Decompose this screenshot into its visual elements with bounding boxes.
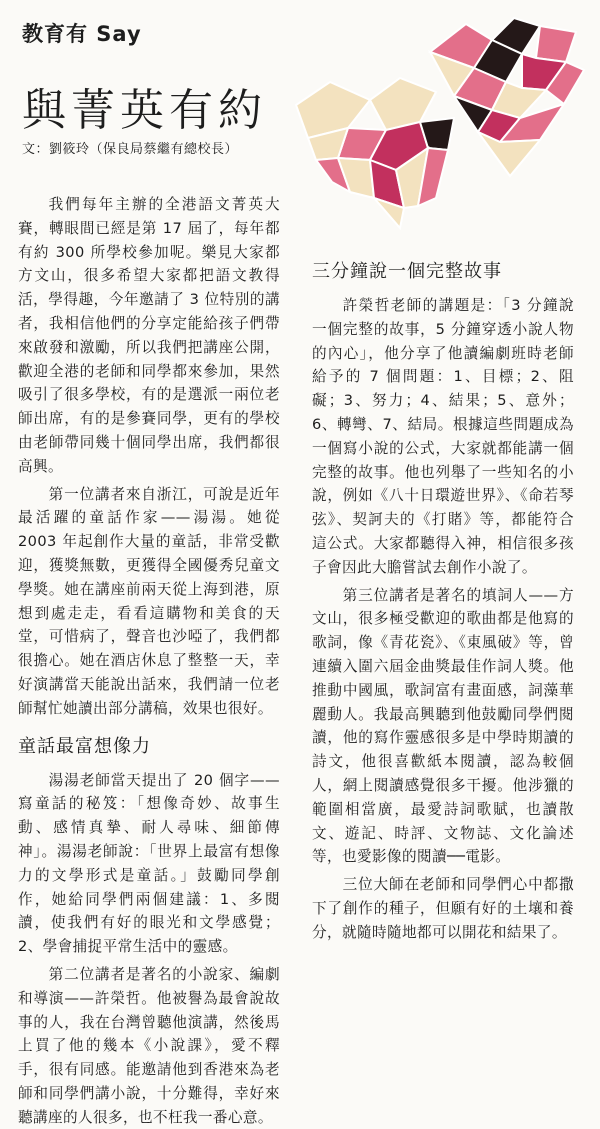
byline: 文：劉筱玲（保良局蔡繼有總校長） xyxy=(22,142,239,157)
subheading-story: 三分鐘說一個完整故事 xyxy=(312,261,502,282)
headline: 與菁英有約 xyxy=(22,85,267,136)
heart-left-icon xyxy=(296,78,454,228)
article-column-right xyxy=(312,260,574,945)
paragraph-fairy-tale: 湯湯老師當天提出了 20 個字——寫童話的秘笈：「想像奇妙、故事生動、感情真摯、耐人尋味、細節傳神」。湯湯老師說：「世界上最富有想像力的文學形式是童話。」鼓勵同學創作，她給同學們兩個建議：1、多閱讀，使我們有好的眼光和文學感覺；2、學會捕捉平常生活中的靈感。 xyxy=(18,771,280,956)
heart-right-icon xyxy=(430,18,584,176)
paragraph-conclusion: 三位大師在老師和同學們心中都撒下了創作的種子，但願有好的土壤和養分，就隨時隨地都可以開花和結果了。 xyxy=(312,876,574,941)
article-column-left xyxy=(18,193,280,1129)
column-tag: 教育有 Say xyxy=(22,22,142,46)
hearts-illustration xyxy=(278,10,600,242)
paragraph-intro: 我們每年主辦的全港語文菁英大賽，轉眼間已經是第 17 屆了，每年都有約 300 所學校參加呢。樂見大家都方文山，很多希望大家都把語文教得活，學得趣，今年邀請了 3 位特別的講者，我相信他們的分享定能給孩子們帶來啟發和激勵，所以我們把講座公開，歡迎全港的老師和同學都來參加，果然吸引了很多學校，有的是選派一兩位老師出席，有的是參賽同學，更有的學校由老師帶同幾十個同學出席，我們都很高興。 xyxy=(18,196,280,475)
subheading-fairy-tale: 童話最富想像力 xyxy=(18,735,151,757)
paragraph-speaker-two: 第二位講者是著名的小說家、編劇和導演——許榮哲。他被譽為最會說故事的人，我在台灣曾聽他演講，然後馬上買了他的幾本《小說課》，愛不釋手，很有同感。能邀請他到香港來為老師和同學們講小說，十分難得，幸好來聽講座的人很多，也不枉我一番心意。 xyxy=(18,965,280,1126)
paragraph-speaker-one: 第一位講者來自浙江，可說是近年最活躍的童話作家——湯湯。她從 2003 年起創作大量的童話，非常受歡迎，獲獎無數，更獲得全國優秀兒童文學獎。她在講座前兩天從上海到港，原想到處走走，看看這購物和美食的天堂，可惜病了，聲音也沙啞了，我們都很擔心。她在酒店休息了整整一天，幸好演講當天能說出話來，我們請一位老師幫忙她讀出部分講稿，效果也很好。 xyxy=(18,485,280,717)
paragraph-speaker-three: 第三位講者是著名的填詞人——方文山，很多極受歡迎的歌曲都是他寫的歌詞，像《青花瓷》、《東風破》等，曾連續入圍六屆金曲獎最佳作詞人獎。他推動中國風，歌詞富有畫面感，詞藻華麗動人。我最高興聽到他鼓勵同學們閱讀，他的寫作靈感很多是中學時期讀的詩文，他很喜歡紙本閱讀，認為較個人，網上閱讀感覺很多干擾。他涉獵的範圍相當廣，最愛詩詞歌賦，也讀散文、遊記、時評、文物誌、文化論述等，也愛影像的閱讀──電影。 xyxy=(312,586,574,866)
paragraph-story-formula: 許榮哲老師的講題是：「3 分鐘說一個完整的故事，5 分鐘穿透小說人物的內心」，他分享了他讀編劇班時老師給予的 7 個問題：1、目標；2、阻礙；3、努力；4、結果；5、意外；6、轉彎、7、結局。根據這些問題成為一個寫小說的公式，大家就都能講一個完整的故事。他也列舉了一些知名的小說，例如《八十日環遊世界》、《命若琴弦》、契訶夫的《打賭》等，都能符合這公式。大家都聽得入神，相信很多孩子會因此大膽嘗試去創作小說了。 xyxy=(312,297,574,576)
